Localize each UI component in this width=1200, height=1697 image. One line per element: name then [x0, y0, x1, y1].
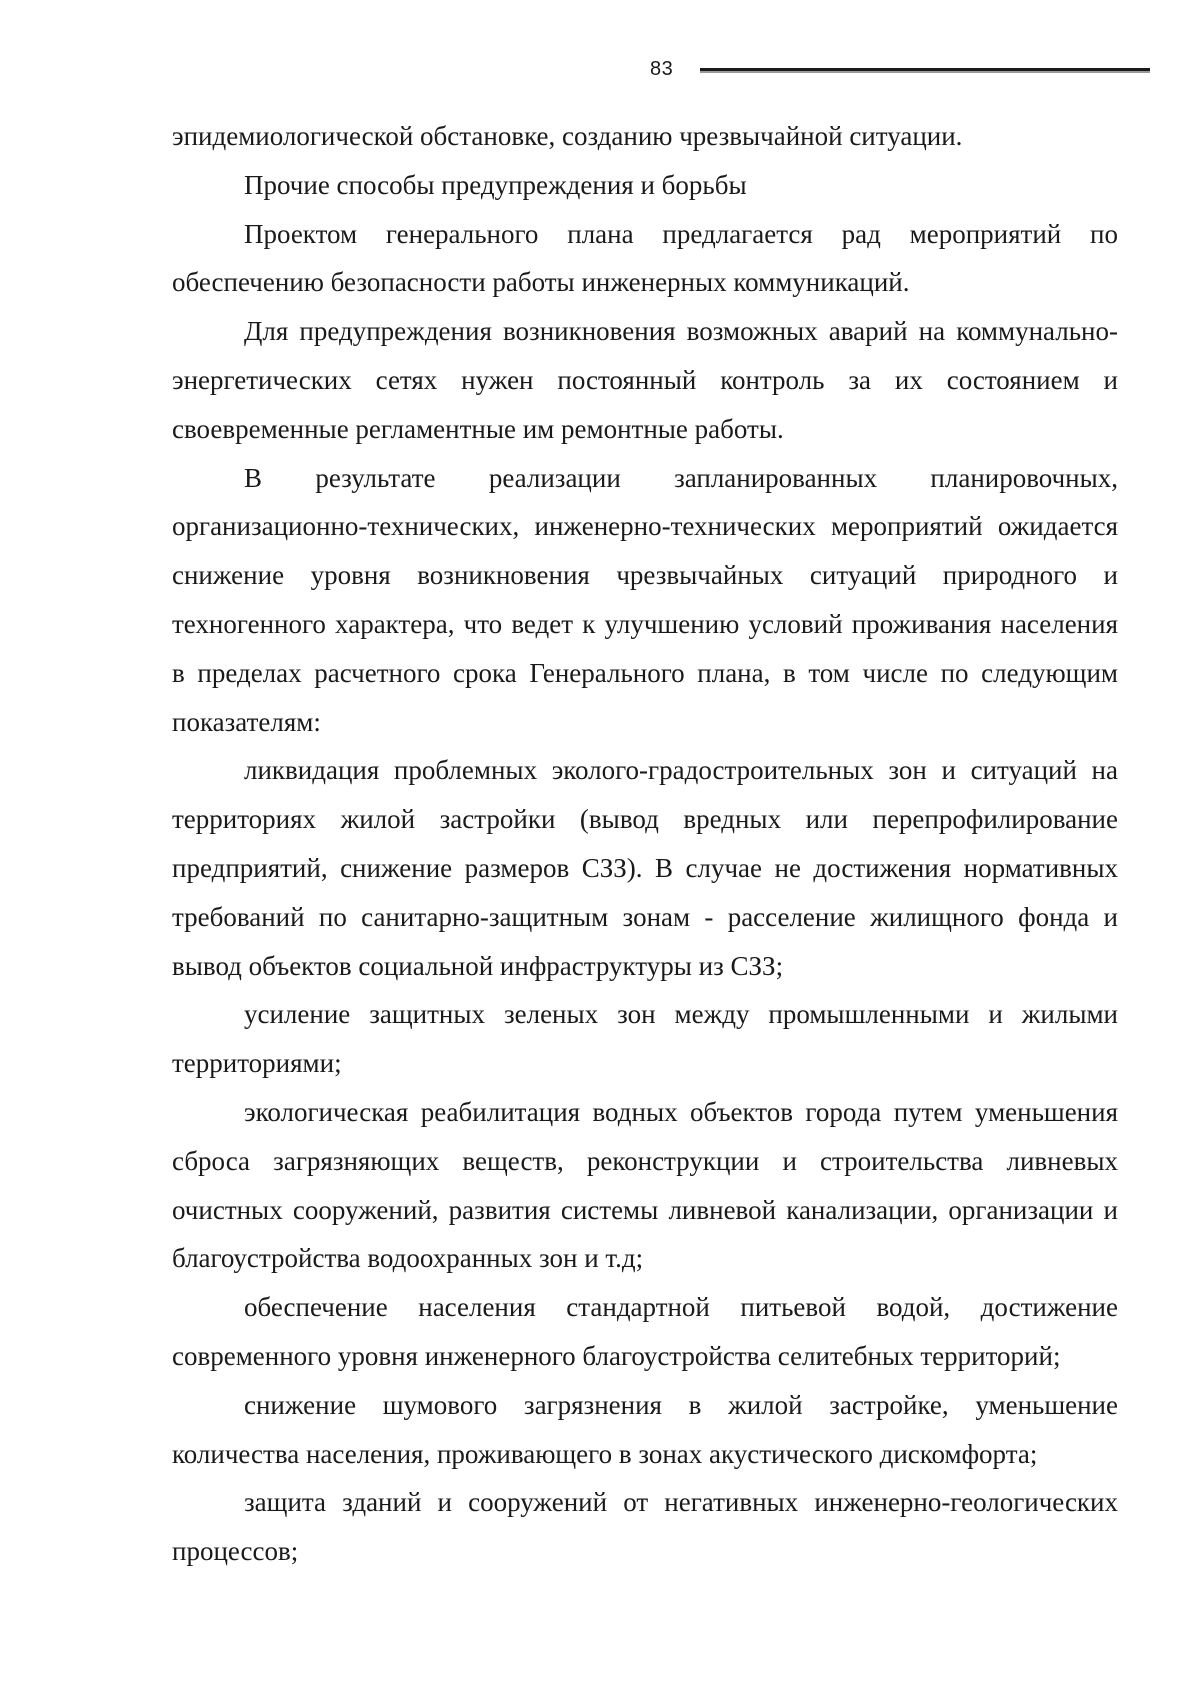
list-paragraph: снижение шумового загрязнения в жилой застройке, уменьшение количества населения, проживающего в зонах акустического дискомфорта;	[172, 1389, 1118, 1469]
paragraph-continuation: эпидемиологической обстановке, созданию чрезвычайной ситуации.	[172, 121, 963, 151]
paragraph-subheading: Прочие способы предупреждения и борьбы	[244, 169, 747, 200]
list-paragraph: обеспечение населения стандартной питьевой водой, достижение современного уровня инженерного благоустройства селитебных территорий;	[172, 1292, 1118, 1371]
list-paragraph: ликвидация проблемных эколого-градостроительных зон и ситуаций на территориях жилой застройки (вывод вредных или перепрофилирование предприятий, снижение размеров СЗЗ). В случае не достижения нормативных требований по санитарно-защитным зонам - расселение жилищного фонда и вывод объектов социальной инфраструктуры из СЗЗ;	[172, 755, 1118, 981]
list-paragraph: экологическая реабилитация водных объектов города путем уменьшения сброса загрязняющих веществ, реконструкции и строительства ливневых очистных сооружений, развития системы ливневой канализации, организации и благоустройства водоохранных зон и т.д;	[172, 1096, 1118, 1274]
paragraph: В результате реализации запланированных планировочных, организационно-технических, инженерно-технических мероприятий ожидается снижение уровня возникновения чрезвычайных ситуаций природного и техногенного характера, что ведет к улучшению условий проживания населения в пределах расчетного срока Генерального плана, в том числе по следующим показателям:	[172, 462, 1118, 737]
list-paragraph: усиление защитных зеленых зон между промышленными и жилыми территориями;	[172, 999, 1118, 1079]
page-header	[0, 56, 1200, 88]
list-paragraph: защита зданий и сооружений от негативных инженерно-геологических процессов;	[172, 1487, 1118, 1567]
paragraph: Проектом генерального плана предлагается рад мероприятий по обеспечению безопасности работы инженерных коммуникаций.	[172, 218, 1118, 298]
page-number: 83	[650, 58, 674, 80]
header-rule	[700, 68, 1150, 71]
document-body	[172, 112, 1118, 1576]
paragraph: Для предупреждения возникновения возможных аварий на коммунально-энергетических сетях нужен постоянный контроль за их состоянием и своевременные регламентные им ремонтные работы.	[172, 316, 1118, 444]
